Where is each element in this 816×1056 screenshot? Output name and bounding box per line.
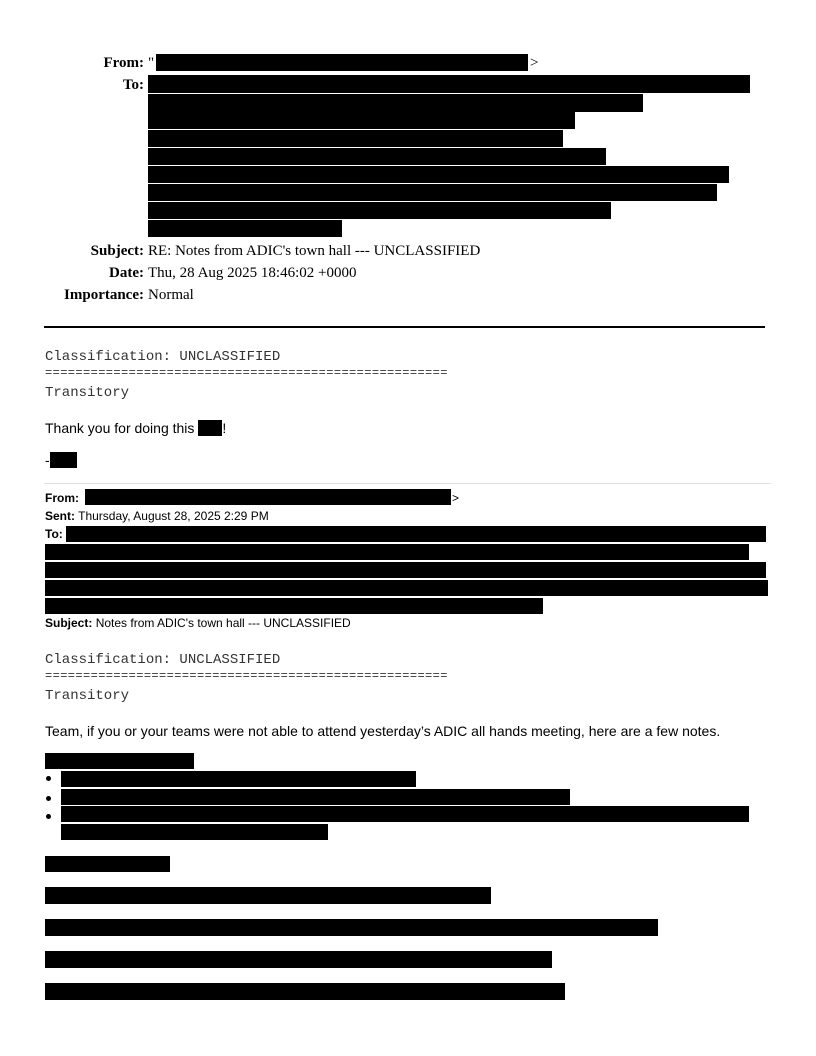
redaction-to-line-3: [148, 112, 575, 129]
orig-separator: =====================================================: [45, 669, 448, 683]
subject-label: Subject:: [90, 243, 144, 259]
to-label: To:: [122, 77, 144, 93]
redaction-section-heading-2: [45, 856, 170, 872]
redaction-paragraph-3: [45, 951, 552, 968]
message-divider: [44, 483, 771, 484]
reply-sign-dash: -: [45, 452, 50, 468]
redaction-to-line-5: [148, 148, 606, 165]
reply-signature: [45, 451, 77, 469]
redaction-to-line-8: [148, 202, 611, 219]
redaction-orig-to-5: [45, 598, 543, 614]
redaction-to-line-9: [148, 220, 342, 237]
redaction-paragraph-4: [45, 983, 565, 1000]
reply-thanks-end: !: [222, 420, 227, 436]
redaction-orig-to-4: [45, 580, 768, 596]
redaction-to-line-6: [148, 166, 729, 183]
bullet-2: [46, 796, 51, 801]
redaction-to-line-1: [148, 75, 750, 93]
redaction-bullet-3-line-1: [61, 806, 749, 822]
from-label: From:: [103, 55, 144, 71]
orig-transitory: Transitory: [45, 688, 130, 704]
reply-thanks: [45, 419, 226, 437]
date-value: Thu, 28 Aug 2025 18:46:02 +0000: [148, 265, 357, 281]
redaction-bullet-2: [61, 789, 570, 805]
subject-value: RE: Notes from ADIC's town hall --- UNCLASSIFIED: [148, 243, 481, 259]
bullet-3: [46, 814, 51, 819]
orig-subject: [45, 616, 351, 631]
reply-thanks-text: Thank you for doing this: [45, 420, 195, 436]
reply-separator: =====================================================: [45, 366, 448, 380]
redaction-paragraph-2: [45, 919, 658, 936]
reply-transitory: Transitory: [45, 385, 130, 401]
importance-label: Importance:: [64, 287, 144, 303]
orig-subject-label: Subject:: [45, 616, 93, 630]
bullet-1: [46, 776, 51, 781]
orig-sent-label: Sent:: [45, 509, 75, 523]
orig-from-close: >: [452, 491, 460, 505]
redaction-from-address: [156, 54, 528, 71]
orig-subject-value: Notes from ADIC's town hall --- UNCLASSIFIED: [95, 616, 351, 630]
redaction-bullet-3-line-2: [61, 824, 328, 840]
from-close: >: [530, 55, 539, 71]
redaction-orig-from: [85, 489, 451, 505]
orig-to: [45, 527, 63, 542]
redaction-orig-to-3: [45, 562, 766, 578]
date-label: Date:: [109, 265, 144, 281]
redaction-to-line-2: [148, 94, 643, 112]
orig-from: [45, 491, 79, 506]
redaction-paragraph-1: [45, 887, 491, 904]
orig-to-label: To:: [45, 527, 63, 541]
redaction-to-line-4: [148, 130, 563, 147]
importance-value: Normal: [148, 287, 194, 303]
header-divider: [44, 326, 765, 328]
redaction-orig-to-1: [66, 526, 766, 542]
orig-from-label: From:: [45, 491, 79, 505]
redaction-signature: [50, 452, 77, 468]
orig-sent: [45, 509, 269, 524]
orig-sent-value: Thursday, August 28, 2025 2:29 PM: [78, 509, 269, 523]
orig-classification: Classification: UNCLASSIFIED: [45, 652, 281, 668]
redaction-thanks-name: [198, 420, 222, 436]
redaction-section-heading-1: [45, 753, 194, 769]
orig-body-text: Team, if you or your teams were not able to attend yesterday’s ADIC all hands meeting, here are a few notes.: [45, 723, 721, 739]
redaction-orig-to-2: [45, 544, 749, 560]
from-quote: ": [148, 55, 155, 71]
redaction-bullet-1: [61, 771, 416, 787]
reply-classification: Classification: UNCLASSIFIED: [45, 349, 281, 365]
redaction-to-line-7: [148, 184, 717, 201]
